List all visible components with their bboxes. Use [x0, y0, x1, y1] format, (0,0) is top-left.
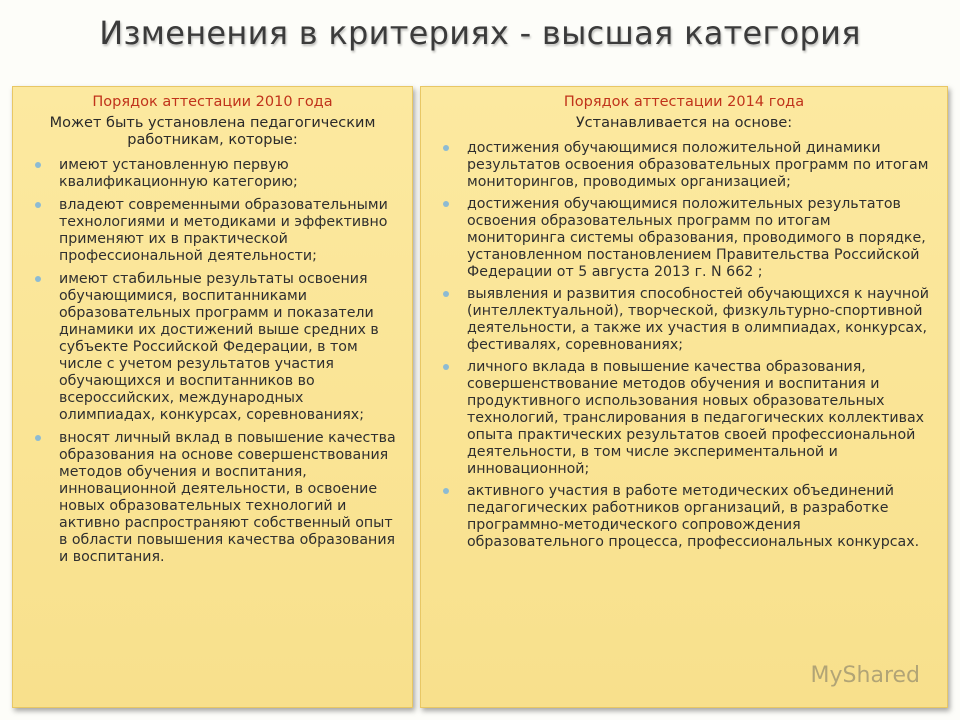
watermark: MyShared — [810, 663, 920, 688]
list-item: выявления и развития способностей обучающихся к научной (интеллектуальной), творческой, физкультурно-спортивной деятельности, а также их участия в олимпиадах, конкурсах, фестивалях, соревнованиях; — [467, 286, 933, 354]
list-item: активного участия в работе методических объединений педагогических работников организаций, в разработке программно-методического сопровождения образовательного процесса, профессиональных конкурсах. — [467, 483, 933, 551]
list-item: имеют стабильные результаты освоения обучающимися, воспитанниками образовательных программ и показатели динамики их достижений выше средних в субъекте Российской Федерации, в том числе с учетом результатов участия обучающихся и воспитанников во всероссийских, международных олимпиадах, конкурсах, соревнованиях; — [59, 271, 402, 424]
panel-2014-list — [467, 140, 933, 551]
list-item: вносят личный вклад в повышение качества образования на основе совершенствования методов обучения и воспитания, инновационной деятельности, в освоение новых образовательных технологий и активно распространяют собственный опыт в области повышения качества образования и воспитания. — [59, 430, 402, 566]
panel-2014 — [420, 86, 948, 708]
panel-2014-heading: Порядок аттестации 2014 года — [563, 94, 805, 110]
panel-2010-list — [59, 157, 402, 566]
page-title: Изменения в критериях - высшая категория — [99, 14, 861, 52]
list-item: достижения обучающимися положительной динамики результатов освоения образовательных программ по итогам мониторингов, проводимых организацией; — [467, 140, 933, 191]
list-item: имеют установленную первую квалификационную категорию; — [59, 157, 402, 191]
panel-2010-heading: Порядок аттестации 2010 года — [92, 94, 333, 110]
panel-2010-subheading: Может быть установлена педагогическим работникам, которые: — [49, 115, 376, 148]
list-item: достижения обучающимися положительных результатов освоения образовательных программ по итогам мониторинга системы образования, проводимого в порядке, установленном постановлением Правительства Российской Федерации от 5 августа 2013 г. N 662 ; — [467, 196, 933, 281]
panel-2014-subheading: Устанавливается на основе: — [575, 115, 793, 131]
list-item: владеют современными образовательными технологиями и методиками и эффективно применяют их в практической профессиональной деятельности; — [59, 197, 402, 265]
list-item: личного вклада в повышение качества образования, совершенствование методов обучения и воспитания и продуктивного использования новых образовательных технологий, транслирования в педагогических коллективах опыта практических результатов своей профессиональной деятельности, в том числе экспериментальной и инновационной; — [467, 359, 933, 478]
panel-2010 — [12, 86, 413, 708]
